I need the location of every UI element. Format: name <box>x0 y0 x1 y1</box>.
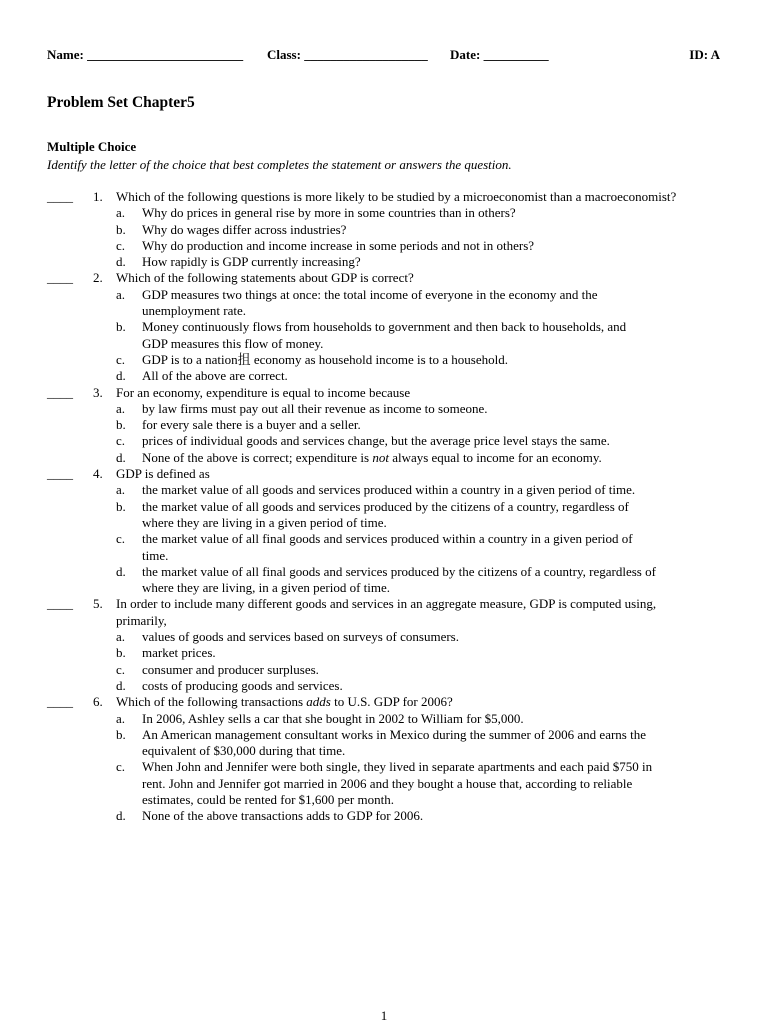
question-1 <box>0 189 768 270</box>
option-d <box>116 808 656 824</box>
option-letter: b. <box>116 645 126 661</box>
option-c <box>116 662 656 678</box>
answer-blank: ____ <box>47 189 73 204</box>
question-number: 2. <box>93 270 103 286</box>
question-text: For an economy, expenditure is equal to income because <box>116 384 411 400</box>
option-text: None of the above is correct; expenditure is not always equal to income for an economy. <box>142 449 602 465</box>
option-letter: d. <box>116 449 126 465</box>
id-label: ID: A <box>689 47 720 62</box>
question-5 <box>0 596 768 694</box>
option-text: Why do prices in general rise by more in some countries than in others? <box>142 205 516 221</box>
option-text: the market value of all final goods and services produced within a country in a given period of time. <box>142 531 633 563</box>
option-letter: b. <box>116 726 126 742</box>
option-letter: a. <box>116 205 126 221</box>
date-field: Date: __________ <box>450 47 549 62</box>
option-letter: c. <box>116 237 126 253</box>
question-list <box>0 189 768 825</box>
option-letter: b. <box>116 417 126 433</box>
question-3 <box>0 385 768 466</box>
option-a <box>116 205 656 221</box>
question-number: 6. <box>93 694 103 710</box>
option-c <box>116 352 646 368</box>
page-title: Problem Set Chapter5 <box>47 94 195 111</box>
class-field: Class: ___________________ <box>267 47 428 62</box>
option-text: Money continuously flows from households to government and then back to households, and GDP measures this flow of money. <box>142 319 627 351</box>
option-letter: a. <box>116 482 126 498</box>
option-b <box>116 222 656 238</box>
option-d <box>116 254 656 270</box>
option-a <box>116 711 656 727</box>
answer-blank: ____ <box>47 596 73 612</box>
option-text: In 2006, Ashley sells a car that she bought in 2002 to William for $5,000. <box>142 710 524 726</box>
option-b <box>116 417 676 433</box>
question-number: 1. <box>93 189 103 204</box>
option-text: market prices. <box>142 645 216 661</box>
option-c <box>116 433 676 449</box>
option-text: When John and Jennifer were both single, they lived in separate apartments and each paid $750 in rent. John and Jennifer got married in 2006 and they bought a house that, according to reliable estimates, could be rented for $1,600 per month. <box>142 759 653 807</box>
question-text: GDP is defined as <box>116 466 210 482</box>
option-text: values of goods and services based on surveys of consumers. <box>142 629 459 645</box>
option-b <box>116 645 656 661</box>
option-text: costs of producing goods and services. <box>142 677 343 693</box>
option-a <box>116 482 656 498</box>
option-text: consumer and producer surpluses. <box>142 661 319 677</box>
option-letter: d. <box>116 808 126 824</box>
option-letter: d. <box>116 368 126 384</box>
option-d <box>116 678 656 694</box>
name-field: Name: ________________________ <box>47 47 244 62</box>
section-instructions: Identify the letter of the choice that best completes the statement or answers the question. <box>47 157 512 172</box>
option-d <box>116 564 656 597</box>
option-text: All of the above are correct. <box>142 368 288 384</box>
option-a <box>116 401 676 417</box>
option-letter: a. <box>116 286 126 302</box>
option-letter: a. <box>116 629 126 645</box>
section-heading: Multiple Choice <box>47 139 137 154</box>
answer-blank: ____ <box>47 466 73 482</box>
page-header <box>47 47 720 65</box>
question-number: 3. <box>93 384 103 400</box>
question-text: Which of the following statements about GDP is correct? <box>116 270 414 286</box>
option-text: prices of individual goods and services change, but the average price level stays the same. <box>142 433 610 449</box>
option-letter: c. <box>116 759 126 775</box>
option-text: for every sale there is a buyer and a seller. <box>142 417 361 433</box>
option-text: by law firms must pay out all their revenue as income to someone. <box>142 400 488 416</box>
option-b <box>116 499 656 532</box>
option-text: GDP is to a nation抯 economy as household income is to a household. <box>142 351 508 367</box>
option-text: How rapidly is GDP currently increasing? <box>142 254 361 270</box>
option-letter: d. <box>116 254 126 270</box>
option-text: the market value of all goods and services produced by the citizens of a country, regardless of where they are living in a given period of time. <box>142 498 629 530</box>
question-6 <box>0 694 768 824</box>
option-letter: b. <box>116 221 126 237</box>
question-4 <box>0 466 768 596</box>
question-text: In order to include many different goods and services in an aggregate measure, GDP is computed using, primarily, <box>116 596 657 628</box>
option-text: Why do production and income increase in some periods and not in others? <box>142 237 535 253</box>
option-letter: c. <box>116 531 126 547</box>
option-letter: c. <box>116 433 126 449</box>
option-d <box>116 368 646 384</box>
question-text: Which of the following questions is more likely to be studied by a microeconomist than a macroeconomist? <box>116 189 677 204</box>
option-text: GDP measures two things at once: the total income of everyone in the economy and the unemployment rate. <box>142 286 598 319</box>
option-b <box>116 319 646 352</box>
option-a <box>116 629 656 645</box>
option-letter: b. <box>116 498 126 514</box>
option-letter: c. <box>116 661 126 677</box>
option-c <box>116 238 656 254</box>
answer-blank: ____ <box>47 270 73 286</box>
question-number: 4. <box>93 466 103 482</box>
option-text: None of the above transactions adds to GDP for 2006. <box>142 808 424 824</box>
option-letter: d. <box>116 563 126 579</box>
option-letter: a. <box>116 710 126 726</box>
question-number: 5. <box>93 596 103 612</box>
option-b <box>116 727 656 760</box>
option-text: the market value of all final goods and services produced by the citizens of a country, regardless of where they are living, in a given period of time. <box>142 563 656 596</box>
option-d <box>116 450 676 466</box>
option-a <box>116 287 646 320</box>
option-letter: c. <box>116 351 126 367</box>
option-c <box>116 531 656 564</box>
option-letter: d. <box>116 677 126 693</box>
option-c <box>116 759 656 808</box>
answer-blank: ____ <box>47 384 73 400</box>
option-text: An American management consultant works in Mexico during the summer of 2006 and earns the equivalent of $30,000 during that time. <box>142 726 646 759</box>
option-text: the market value of all goods and services produced within a country in a given period of time. <box>142 482 636 498</box>
option-letter: b. <box>116 319 126 335</box>
option-letter: a. <box>116 400 126 416</box>
question-2 <box>0 270 768 384</box>
question-text: Which of the following transactions adds to U.S. GDP for 2006? <box>116 694 453 710</box>
option-text: Why do wages differ across industries? <box>142 221 347 237</box>
answer-blank: ____ <box>47 694 73 710</box>
page-number: 1 <box>380 1008 388 1023</box>
